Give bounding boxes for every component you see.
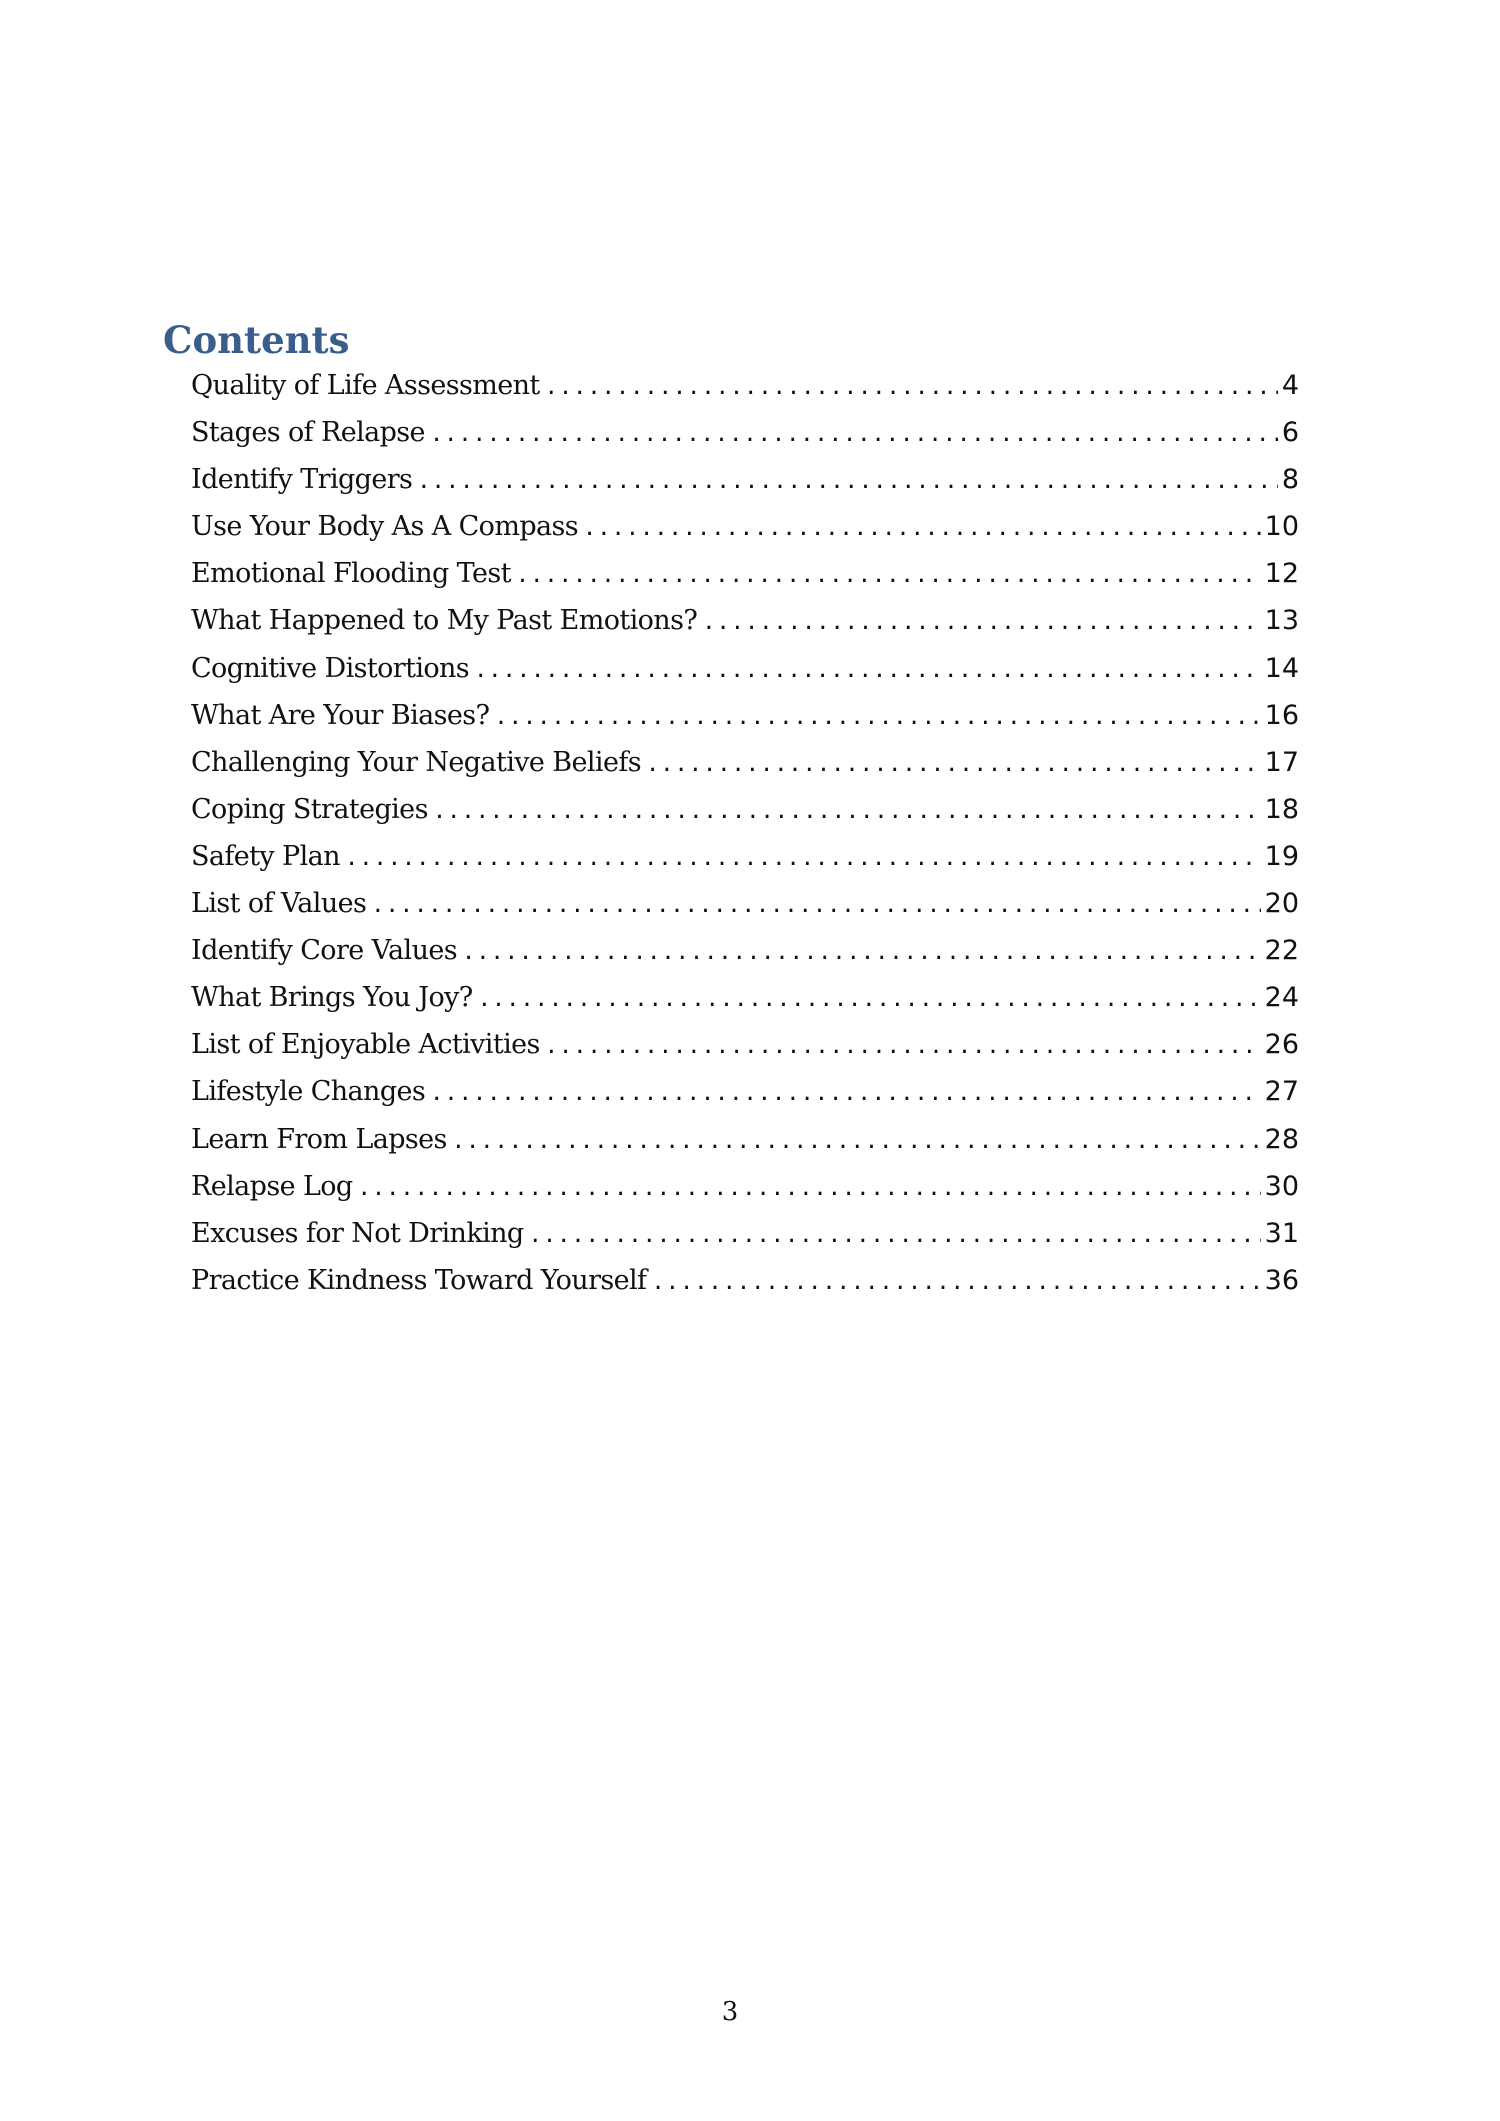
toc-entry-page: 30 [1264,1170,1299,1202]
toc-entry-what-happened-to-my-past-emotions[interactable] [191,601,1299,648]
toc-entry-quality-of-life-assessment[interactable] [191,366,1299,413]
toc-entry-what-brings-you-joy[interactable] [191,978,1299,1025]
toc-entry-page: 6 [1281,417,1299,449]
toc-entry-coping-strategies[interactable] [191,790,1299,837]
toc-entry-relapse-log[interactable] [191,1167,1299,1214]
toc-entry-page: 27 [1264,1076,1299,1108]
toc-leader-dots [417,462,1278,502]
toc-entry-page: 31 [1264,1217,1299,1249]
toc-entry-page: 16 [1264,699,1299,731]
toc-entry-use-your-body-as-a-compass[interactable] [191,507,1299,554]
toc-leader-dots [583,509,1261,549]
toc-entry-page: 28 [1264,1123,1299,1155]
toc-entry-practice-kindness-toward-yourself[interactable] [191,1261,1299,1308]
toc-entry-learn-from-lapses[interactable] [191,1120,1299,1167]
toc-list [191,366,1299,1308]
toc-entry-title: What Happened to My Past Emotions? [191,605,698,637]
toc-entry-title: Identify Core Values [191,935,457,967]
toc-entry-title: Quality of Life Assessment [191,370,540,401]
toc-leader-dots [371,886,1260,926]
toc-leader-dots [651,1263,1260,1303]
toc-leader-dots [433,792,1261,832]
toc-entry-identify-triggers[interactable] [191,460,1299,507]
toc-entry-title: Identify Triggers [191,464,413,496]
toc-leader-dots [430,415,1278,455]
toc-leader-dots [452,1122,1261,1162]
toc-entry-title: Learn From Lapses [191,1123,447,1155]
toc-leader-dots [646,745,1261,785]
toc-entry-page: 36 [1264,1264,1299,1296]
page-number: 3 [721,1997,739,2027]
toc-leader-dots [545,1027,1261,1067]
toc-entry-page: 20 [1264,888,1299,920]
toc-entry-challenging-your-negative-beliefs[interactable] [191,743,1299,790]
toc-entry-title: Use Your Body As A Compass [191,511,579,543]
toc-entry-stages-of-relapse[interactable] [191,413,1299,460]
toc-entry-title: Practice Kindness Toward Yourself [191,1264,647,1296]
toc-leader-dots [702,603,1260,643]
toc-entry-title: Excuses for Not Drinking [191,1217,524,1249]
toc-entry-title: Relapse Log [191,1170,353,1202]
toc-entry-title: List of Values [191,888,367,920]
toc-entry-title: Safety Plan [191,840,340,872]
toc-entry-page: 14 [1264,652,1299,684]
toc-entry-title: Stages of Relapse [191,417,425,449]
toc-entry-page: 22 [1264,935,1299,967]
toc-entry-page: 12 [1264,558,1299,590]
toc-heading: Contents [163,318,350,362]
toc-leader-dots [345,839,1261,879]
toc-entry-title: Cognitive Distortions [191,652,470,684]
toc-entry-title: Challenging Your Negative Beliefs [191,746,641,778]
toc-entry-excuses-for-not-drinking[interactable] [191,1214,1299,1261]
toc-entry-page: 4 [1281,370,1299,401]
toc-entry-title: What Are Your Biases? [191,699,490,731]
toc-leader-dots [462,933,1261,973]
toc-leader-dots [474,651,1261,691]
toc-entry-page: 19 [1264,840,1299,872]
toc-entry-list-of-enjoyable-activities[interactable] [191,1025,1299,1072]
toc-entry-page: 10 [1264,511,1299,543]
toc-entry-list-of-values[interactable] [191,884,1299,931]
toc-entry-emotional-flooding-test[interactable] [191,554,1299,601]
toc-entry-lifestyle-changes[interactable] [191,1072,1299,1119]
toc-leader-dots [358,1169,1261,1209]
toc-leader-dots [529,1216,1261,1256]
toc-leader-dots [494,698,1260,738]
toc-entry-identify-core-values[interactable] [191,931,1299,978]
toc-leader-dots [516,556,1261,596]
toc-entry-page: 24 [1264,982,1299,1014]
toc-entry-title: List of Enjoyable Activities [191,1029,540,1061]
toc-leader-dots [478,980,1261,1020]
toc-entry-what-are-your-biases[interactable] [191,696,1299,743]
toc-entry-page: 17 [1264,746,1299,778]
toc-leader-dots [545,368,1278,408]
toc-entry-page: 8 [1281,464,1299,496]
toc-entry-title: What Brings You Joy? [191,982,473,1014]
toc-entry-safety-plan[interactable] [191,837,1299,884]
toc-entry-title: Emotional Flooding Test [191,558,511,590]
toc-entry-cognitive-distortions[interactable] [191,649,1299,696]
toc-entry-title: Lifestyle Changes [191,1076,426,1108]
toc-entry-title: Coping Strategies [191,793,428,825]
toc-entry-page: 18 [1264,793,1299,825]
toc-leader-dots [430,1074,1260,1114]
toc-entry-page: 13 [1264,605,1299,637]
toc-entry-page: 26 [1264,1029,1299,1061]
